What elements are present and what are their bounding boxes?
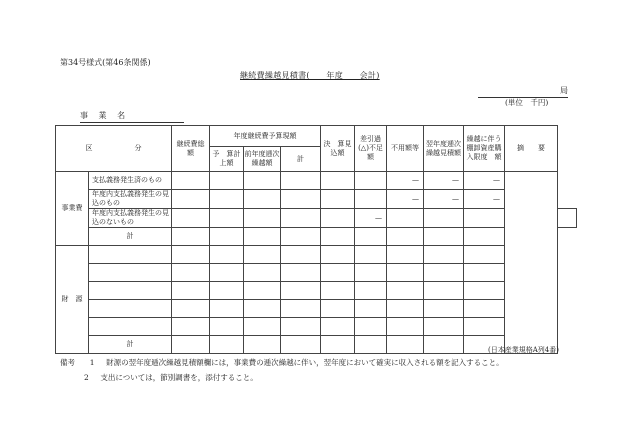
header-budget-amount: 予 算計上額 — [210, 147, 244, 172]
dash-mark: — — [387, 172, 424, 190]
office-name-label: 事 業 名 — [80, 110, 184, 123]
header-difference: 差引過(△)不足額 — [355, 126, 387, 172]
finance-label: 財 源 — [56, 246, 89, 354]
finance-subtotal-label: 計 — [89, 336, 172, 354]
note-2-text: 支出については，節別調書を，添付すること。 — [100, 373, 258, 382]
paper-standard: (日本産業規格A列4番) — [488, 346, 559, 354]
estimate-table — [55, 125, 577, 354]
remarks-cell — [505, 172, 558, 354]
dash-mark: — — [424, 190, 464, 209]
dash-mark: — — [464, 190, 505, 209]
note-2-number: 2 — [84, 373, 89, 382]
business-subtotal-label: 計 — [89, 228, 172, 246]
row-item2: 年度内支払義務発生の見込のもの — [89, 190, 172, 209]
note-1 — [60, 357, 504, 368]
dash-mark: — — [424, 172, 464, 190]
header-reserve: 繰越に伴う棚卸資産購入限度 額 — [464, 126, 505, 172]
header-remarks: 摘 要 — [505, 126, 558, 172]
notes-label: 備考 — [60, 358, 75, 367]
header-carryover: 前年度逓次繰越額 — [244, 147, 281, 172]
form-number: 第34号様式(第46条関係) — [60, 58, 151, 67]
header-settled: 決 算見込額 — [321, 126, 355, 172]
dash-mark: — — [464, 172, 505, 190]
header-category: 区 分 — [56, 126, 172, 172]
dash-mark: — — [387, 190, 424, 209]
header-total: 継続費総 額 — [172, 126, 210, 172]
document-title: 継続費繰越見積書( 年度 会計) — [240, 71, 380, 80]
header-next-year: 翌年度逓次繰越見積額 — [424, 126, 464, 172]
row-item1: 支払義務発生済のもの — [89, 172, 172, 190]
header-subtotal: 計 — [281, 147, 321, 172]
header-budget-group: 年度継続費予算現額 — [210, 126, 321, 147]
header-unused: 不用額等 — [387, 126, 424, 172]
dash-mark: — — [355, 209, 387, 228]
row-item3: 年度内支払義務発生の見込のないもの — [89, 209, 172, 228]
unit-label: (単位 千円) — [505, 98, 549, 107]
note-1-number: 1 — [89, 358, 95, 367]
note-2 — [84, 372, 258, 383]
bureau-field: 局 — [478, 85, 568, 98]
note-1-text: 財源の翌年度逓次繰越見積額欄には，事業費の逓次繰越に伴い，翌年度において確実に収入される額を記入すること。 — [106, 358, 504, 367]
business-label: 事業費 — [56, 172, 89, 246]
